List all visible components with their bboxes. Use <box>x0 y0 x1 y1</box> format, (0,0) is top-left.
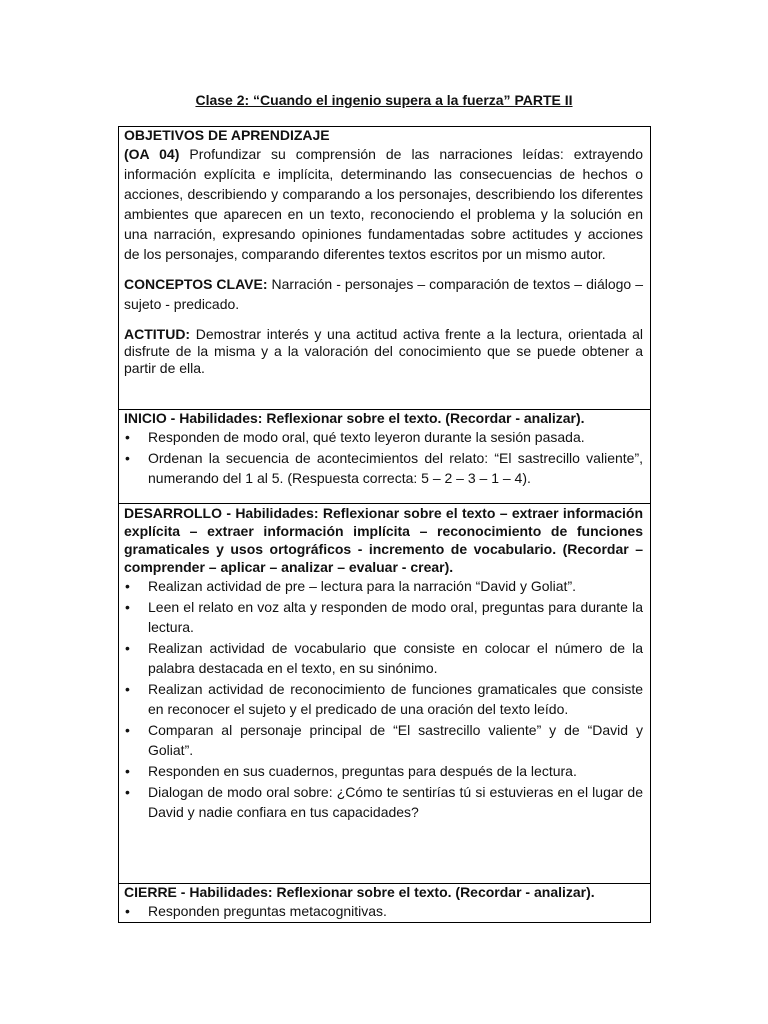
bullet-icon: • <box>125 722 130 738</box>
bullet-icon: • <box>125 903 130 919</box>
desarrollo-list <box>124 576 643 822</box>
objectives-heading: OBJETIVOS DE APRENDIZAJE <box>124 127 330 143</box>
list-item: • Responden preguntas metacognitivas. <box>125 903 387 919</box>
attitude-paragraph <box>124 326 643 377</box>
bullet-icon: • <box>125 450 130 466</box>
list-item: • Ordenan la secuencia de acontecimientos del relato: “El sastrecillo valiente”, numerando del 1 al 5. (Respuesta correcta: 5 – 2 – 3 – 1 – 4). <box>125 450 643 486</box>
list-item: • Realizan actividad de reconocimiento de funciones gramaticales que consiste en reconocer el sujeto y el predicado de una oración del texto leído. <box>125 681 643 717</box>
concepts-label: CONCEPTOS CLAVE: <box>124 276 268 292</box>
bullet-icon: • <box>125 763 130 779</box>
bullet-icon: • <box>125 578 130 594</box>
attitude-text: Demostrar interés y una actitud activa frente a la lectura, orientada al disfrute de la misma y a la valoración del conocimiento que se puede obtener a partir de ella. <box>124 326 643 376</box>
list-item: • Realizan actividad de pre – lectura para la narración “David y Goliat”. <box>125 578 576 594</box>
lesson-plan-table <box>118 126 651 923</box>
cierre-list <box>124 901 643 921</box>
objectives-section <box>119 127 650 409</box>
oa-code: (OA 04) <box>124 146 180 162</box>
concepts-text: Narración - personajes – comparación de textos – diálogo – sujeto - predicado. <box>124 276 644 312</box>
concepts-paragraph <box>124 274 643 314</box>
list-item: • Leen el relato en voz alta y responden de modo oral, preguntas para durante la lectura. <box>125 599 643 635</box>
inicio-heading: INICIO - Habilidades: Reflexionar sobre el texto. (Recordar - analizar). <box>124 410 585 426</box>
bullet-icon: • <box>125 681 130 697</box>
oa-paragraph <box>124 144 643 264</box>
bullet-icon: • <box>125 640 130 656</box>
cierre-heading: CIERRE - Habilidades: Reflexionar sobre el texto. (Recordar - analizar). <box>124 884 595 900</box>
page-title: Clase 2: “Cuando el ingenio supera a la fuerza” PARTE II <box>195 92 573 108</box>
inicio-section <box>119 409 650 503</box>
bullet-icon: • <box>125 599 130 615</box>
list-item: • Comparan al personaje principal de “El sastrecillo valiente” y de “David y Goliat”. <box>125 722 643 758</box>
list-item: • Realizan actividad de vocabulario que consiste en colocar el número de la palabra destacada en el texto, en su sinónimo. <box>125 640 643 676</box>
list-item: • Responden en sus cuadernos, preguntas para después de la lectura. <box>125 763 577 779</box>
oa-text: Profundizar su comprensión de las narraciones leídas: extrayendo información explícita e implícita, determinando las consecuencias de hechos o acciones, describiendo y comparando a los personajes, describiendo los diferentes ambientes que aparecen en un texto, reconociendo el problema y la solución en una narración, expresando opiniones fundamentadas sobre actitudes y acciones de los personajes, comparando diferentes textos escritos por un mismo autor. <box>124 146 643 262</box>
cierre-section <box>119 883 650 922</box>
inicio-list <box>124 427 643 488</box>
desarrollo-section <box>119 503 650 883</box>
attitude-label: ACTITUD: <box>124 326 191 342</box>
list-item: • Dialogan de modo oral sobre: ¿Cómo te sentirías tú si estuvieras en el lugar de David y nadie confiara en tus capacidades? <box>125 784 643 820</box>
bullet-icon: • <box>125 429 130 445</box>
list-item: • Responden de modo oral, qué texto leyeron durante la sesión pasada. <box>125 429 585 445</box>
bullet-icon: • <box>125 784 130 800</box>
desarrollo-heading: DESARROLLO - Habilidades: Reflexionar sobre el texto – extraer información explícita – extraer información implícita – reconocimiento de funciones gramaticales y usos ortográficos - incremento de vocabulario. (Recordar – comprender – aplicar – analizar – evaluar - crear). <box>124 505 643 575</box>
